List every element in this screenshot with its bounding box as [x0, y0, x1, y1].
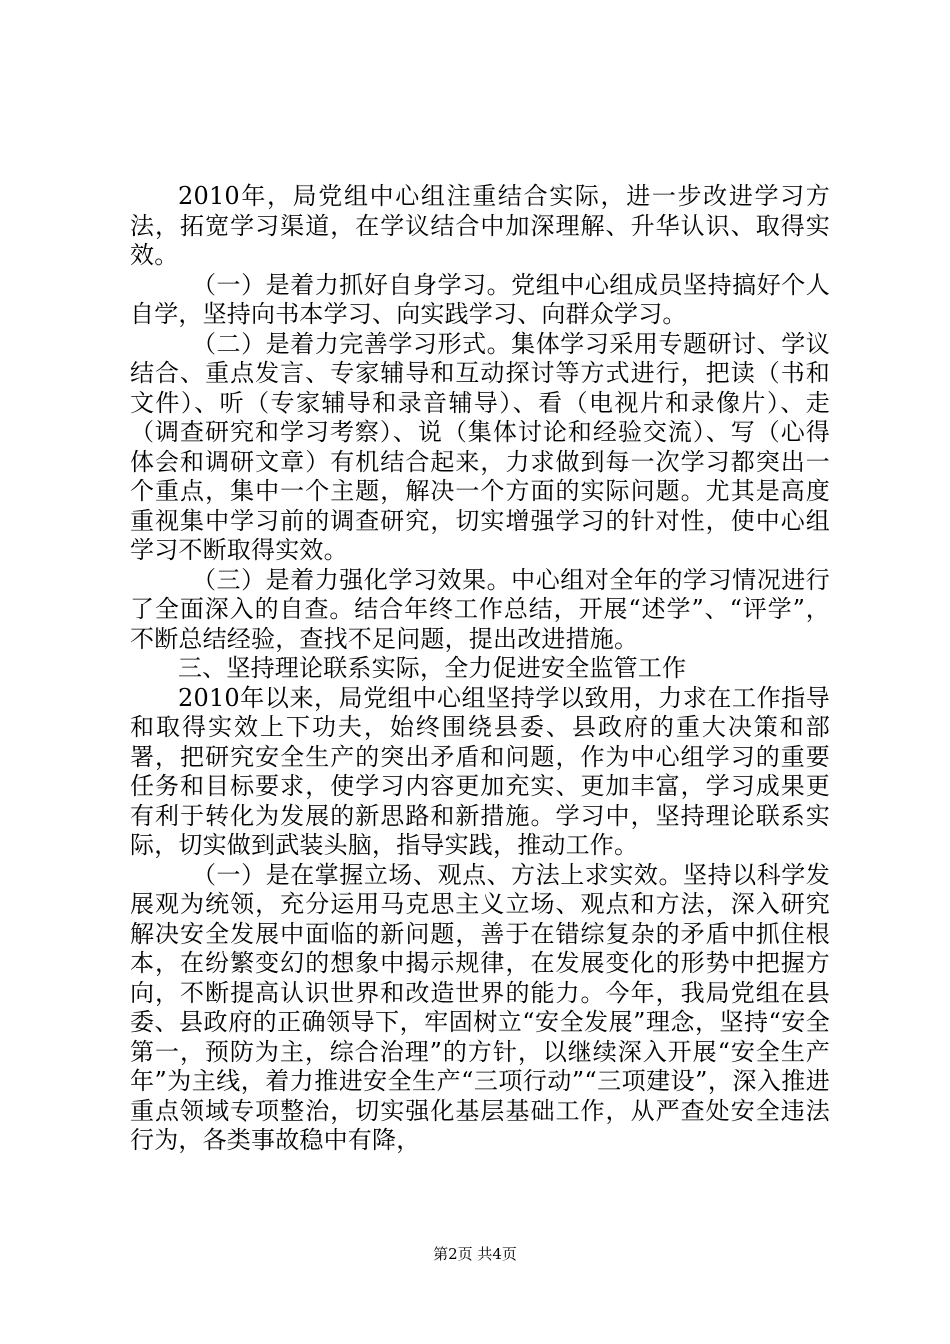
paragraph-intro: 2010年，局党组中心组注重结合实际，进一步改进学习方法，拓宽学习渠道，在学议结合中加深理解、升华认识、取得实效。 [130, 182, 830, 269]
page-footer: 第2页 共4页 [433, 1245, 517, 1263]
document-body [130, 182, 830, 1156]
paragraph-study-forms: （二）是着力完善学习形式。集体学习采用专题研讨、学议结合、重点发言、专家辅导和互动探讨等方式进行，把读（书和文件）、听（专家辅导和录音辅导）、看（电视片和录像片）、走（调查研究和学习考察）、说（集体讨论和经验交流）、写（心得体会和调研文章）有机结合起来，力求做到每一次学习都突出一个重点，集中一个主题，解决一个方面的实际问题。尤其是高度重视集中学习前的调查研究，切实增强学习的针对性，使中心组学习不断取得实效。 [130, 329, 830, 564]
paragraph-study-effects: （三）是着力强化学习效果。中心组对全年的学习情况进行了全面深入的自查。结合年终工作总结，开展“述学”、“评学”，不断总结经验，查找不足问题，提出改进措施。 [130, 565, 830, 653]
paragraph-self-study: （一）是着力抓好自身学习。党组中心组成员坚持搞好个人自学，坚持向书本学习、向实践学习、向群众学习。 [130, 270, 830, 328]
paragraph-practice: 2010年以来，局党组中心组坚持学以致用，力求在工作指导和取得实效上下功夫，始终围绕县委、县政府的重大决策和部署，把研究安全生产的突出矛盾和问题，作为中心组学习的重要任务和目标要求，使学习内容更加充实、更加丰富，学习成果更有利于转化为发展的新思路和新措施。学习中，坚持理论联系实际，切实做到武装头脑，指导实践，推动工作。 [130, 683, 830, 859]
paragraph-methods: （一）是在掌握立场、观点、方法上求实效。坚持以科学发展观为统领，充分运用马克思主义立场、观点和方法，深入研究解决安全发展中面临的新问题，善于在错综复杂的矛盾中抓住根本，在纷繁变幻的想象中揭示规律，在发展变化的形势中把握方向，不断提高认识世界和改造世界的能力。今年，我局党组在县委、县政府的正确领导下，牢固树立“安全发展”理念，坚持“安全第一，预防为主，综合治理”的方针，以继续深入开展“安全生产年”为主线，着力推进安全生产“三项行动”“三项建设”，深入推进重点领域专项整治，切实强化基层基础工作，从严查处安全违法行为，各类事故稳中有降， [130, 860, 830, 1154]
section-heading: 三、坚持理论联系实际，全力促进安全监管工作 [178, 654, 687, 682]
